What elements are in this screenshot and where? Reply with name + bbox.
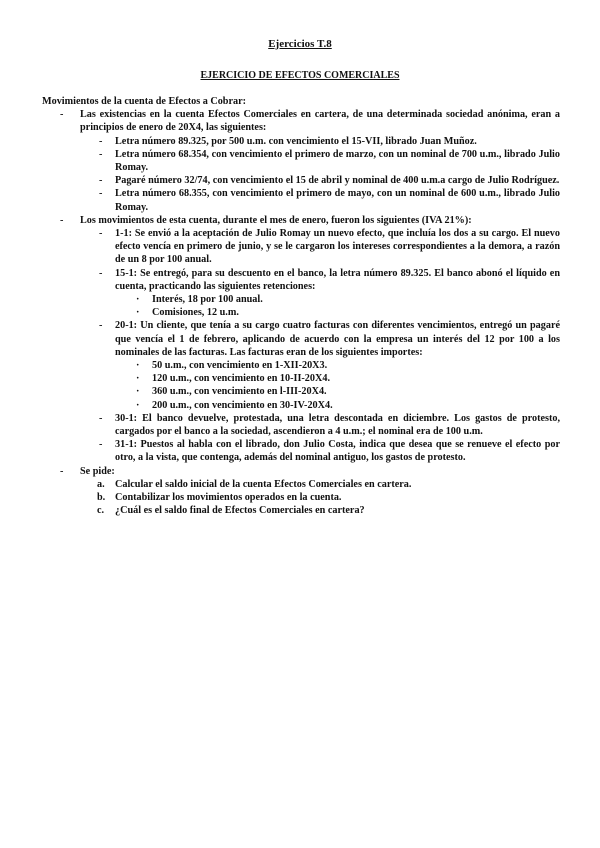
section-heading: Movimientos de la cuenta de Efectos a Cobrar: — [42, 96, 246, 107]
list-item — [42, 227, 560, 267]
dot-bullet: · — [136, 294, 140, 306]
dash-bullet: - — [99, 267, 103, 279]
question-item — [42, 478, 560, 491]
se-pide-label: Se pide: — [80, 465, 115, 477]
movimiento-15-1: 15-1: Se entregó, para su descuento en el banco, la letra número 89.325. El banco abonó el líquido en cuenta, practicando las siguientes retenciones: — [115, 267, 560, 292]
dot-bullet: · — [136, 386, 140, 398]
existencia-item: Letra número 89.325, por 500 u.m. con vencimiento el 15-VII, librado Juan Muñoz. — [115, 135, 477, 147]
factura-item: 120 u.m., con vencimiento en 10-II-20X4. — [152, 373, 330, 385]
list-item — [42, 187, 560, 213]
dot-bullet: · — [136, 399, 140, 411]
retencion-item: Interés, 18 por 100 anual. — [152, 294, 263, 306]
question-text: Calcular el saldo inicial de la cuenta Efectos Comerciales en cartera. — [115, 478, 412, 490]
list-item — [42, 267, 560, 293]
list-item-movimientos — [42, 214, 560, 227]
list-item — [42, 174, 560, 187]
question-item — [42, 491, 560, 504]
list-item — [42, 399, 560, 412]
page-title: Ejercicios T.8 — [268, 38, 332, 50]
dash-bullet: - — [99, 175, 103, 187]
dash-bullet: - — [99, 148, 103, 160]
retencion-item: Comisiones, 12 u.m. — [152, 307, 239, 319]
dash-bullet: - — [99, 320, 103, 332]
list-item — [42, 412, 560, 438]
list-item — [42, 148, 560, 174]
movimiento-31-1: 31-1: Puestos al habla con el librado, don Julio Costa, indica que desea que se renueve el efecto por otro, a la vista, que contenga, además del nominal antiguo, los gastos de protesto. — [115, 439, 560, 464]
factura-item: 360 u.m., con vencimiento en l-III-20X4. — [152, 386, 327, 398]
question-marker: b. — [97, 492, 106, 504]
movimientos-intro: Los movimientos de esta cuenta, durante el mes de enero, fueron los siguientes (IVA 21%): — [80, 214, 472, 226]
existencia-item: Letra número 68.354, con vencimiento el primero de marzo, con un nominal de 700 u.m., librado Julio Romay. — [115, 148, 560, 174]
dash-bullet: - — [60, 109, 64, 121]
question-marker: c. — [97, 505, 105, 517]
list-item-existencias — [42, 108, 560, 134]
existencia-item: Letra número 68.355, con vencimiento el primero de mayo, con un nominal de 600 u.m., librado Julio Romay. — [115, 188, 560, 213]
factura-item: 50 u.m., con vencimiento en 1-XII-20X3. — [152, 360, 328, 372]
list-item-se-pide — [42, 465, 560, 478]
exercise-subtitle: EJERCICIO DE EFECTOS COMERCIALES — [200, 70, 400, 81]
dash-bullet: - — [99, 412, 103, 424]
list-item — [42, 293, 560, 306]
list-item — [42, 359, 560, 372]
question-item — [42, 504, 560, 517]
dot-bullet: · — [136, 373, 140, 385]
list-item — [42, 319, 560, 359]
document-body — [42, 95, 560, 518]
movimiento-1-1: 1-1: Se envió a la aceptación de Julio Romay un nuevo efecto, que incluía los dos a su cargo. El nuevo efecto vencía en primero de junio, y se le cargaron los intereses correspondientes a la demora, a razón de un 8 por 100 anual. — [115, 228, 560, 266]
existencias-intro: Las existencias en la cuenta Efectos Comerciales en cartera, de una determinada sociedad anónima, eran a principios de enero de 20X4, las siguientes: — [80, 109, 560, 134]
list-item — [42, 385, 560, 398]
list-item — [42, 438, 560, 464]
question-text: Contabilizar los movimientos operados en la cuenta. — [115, 492, 342, 504]
dash-bullet: - — [99, 188, 103, 200]
dot-bullet: · — [136, 307, 140, 319]
dot-bullet: · — [136, 360, 140, 372]
question-text: ¿Cuál es el saldo final de Efectos Comerciales en cartera? — [115, 505, 365, 517]
list-item — [42, 135, 560, 148]
list-item — [42, 372, 560, 385]
existencia-item: Pagaré número 32/74, con vencimiento el 15 de abril y nominal de 400 u.m.a cargo de Julio Rodríguez. — [115, 175, 560, 187]
movimiento-30-1: 30-1: El banco devuelve, protestada, una letra descontada en diciembre. Los gastos de protesto, cargados por el banco a la sociedad, ascendieron a 4 u.m.; el nominal era de 100 u.m. — [115, 412, 560, 438]
dash-bullet: - — [60, 465, 64, 477]
movimiento-20-1: 20-1: Un cliente, que tenía a su cargo cuatro facturas con diferentes vencimientos, entregó un pagaré que vencía el 1 de febrero, aplicando de acuerdo con la empresa un interés del 12 por 100 a los nominales de las facturas. Las facturas eran de los siguientes importes: — [115, 320, 560, 358]
dash-bullet: - — [99, 228, 103, 240]
factura-item: 200 u.m., con vencimiento en 30-IV-20X4. — [152, 399, 333, 411]
dash-bullet: - — [99, 135, 103, 147]
list-item — [42, 306, 560, 319]
dash-bullet: - — [99, 439, 103, 451]
dash-bullet: - — [60, 214, 64, 226]
question-marker: a. — [97, 478, 105, 490]
